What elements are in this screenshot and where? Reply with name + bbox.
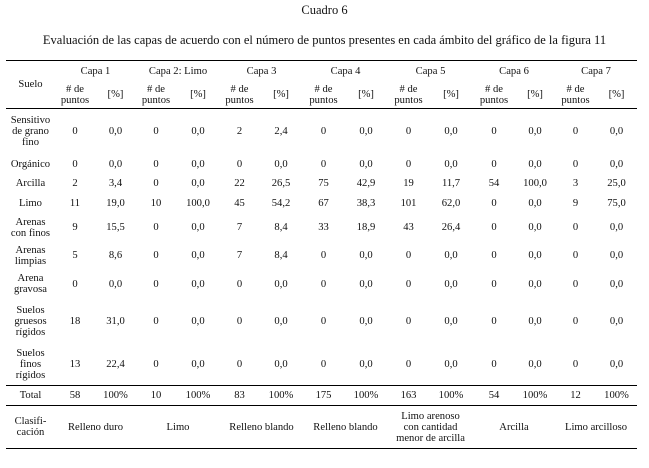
header-layer: Capa 3: [220, 61, 303, 82]
table-row: [6, 344, 637, 386]
cell-count: 0: [491, 358, 497, 370]
cell-count: 5: [72, 250, 78, 261]
header-count-line: # de: [314, 83, 333, 95]
cell-percent: 0,0: [359, 358, 373, 370]
cell-percent: 0,0: [609, 126, 624, 138]
cell-count: 0: [405, 250, 412, 261]
cell-count: 0: [405, 126, 412, 138]
header-count-line: # de: [66, 83, 84, 95]
header-count: [555, 81, 596, 109]
row-label-line: Limo: [19, 198, 42, 209]
table-row: [6, 242, 637, 270]
total-percent: 100%: [176, 386, 220, 406]
cell-percent: 26,4: [441, 222, 461, 233]
cell-percent: 0,0: [191, 278, 205, 290]
header-row-units: [6, 81, 637, 109]
cell-percent: 0,0: [444, 250, 458, 261]
cell-percent: 0,0: [528, 250, 542, 261]
classification-row: [6, 406, 637, 449]
cell-percent: 0,0: [274, 315, 288, 327]
row-label-line: Suelos: [16, 347, 45, 359]
row-label-line: finos: [19, 358, 42, 370]
cell-count: 0: [153, 126, 159, 138]
cell-percent: 0,0: [444, 126, 458, 138]
cell-count: 0: [72, 278, 78, 290]
cell-count: 43: [403, 222, 414, 233]
cell-count: 0: [153, 315, 159, 327]
row-label-line: Arenas: [15, 244, 46, 256]
header-count-line: # de: [230, 83, 249, 95]
classification-label: [6, 406, 55, 449]
row-label: [6, 214, 55, 242]
cell-count: 45: [234, 198, 245, 209]
cell-percent: 8,4: [274, 250, 288, 261]
header-layer: Capa 4: [303, 61, 388, 82]
cell-count: 9: [572, 198, 579, 209]
classification-value: [388, 406, 473, 449]
cell-percent: 0,0: [191, 178, 205, 189]
total-percent: 100%: [344, 386, 388, 406]
total-percent: 100%: [259, 386, 303, 406]
cell-percent: 0,0: [359, 158, 373, 170]
cell-percent: 0,0: [444, 158, 458, 170]
cell-percent: 15,5: [106, 222, 125, 233]
row-label-line: de grano: [12, 126, 49, 138]
cell-count: 54: [488, 178, 500, 189]
cell-percent: 25,0: [607, 178, 626, 189]
cell-count: 7: [236, 250, 243, 261]
header-layer: Capa 2: Limo: [136, 61, 220, 82]
cell-percent: 62,0: [441, 198, 461, 209]
cell-count: 10: [150, 198, 162, 209]
cell-count: 0: [572, 126, 579, 138]
row-label-line: fino: [21, 137, 40, 149]
cell-percent: 0,0: [191, 315, 205, 327]
header-row-layers: [6, 61, 637, 82]
cell-count: 3: [572, 178, 579, 189]
total-label: Total: [6, 386, 55, 406]
total-percent: 100%: [596, 386, 637, 406]
row-label-line: rígidos: [15, 369, 46, 381]
row-label: [6, 344, 55, 386]
classification-value-line: Relleno duro: [67, 421, 124, 433]
cell-percent: 3,4: [108, 178, 123, 189]
cell-count: 7: [236, 222, 243, 233]
classification-value-line: Limo arenoso: [401, 410, 460, 422]
cell-count: 67: [318, 198, 329, 209]
row-label-line: con finos: [10, 227, 51, 239]
header-count-line: # de: [147, 83, 165, 95]
header-pct: [%]: [515, 81, 555, 109]
cell-count: 0: [320, 158, 327, 170]
row-label-line: Sensitivo: [10, 115, 51, 127]
cell-count: 13: [69, 358, 81, 370]
cell-count: 0: [320, 315, 327, 327]
cell-count: 0: [153, 178, 159, 189]
cell-count: 9: [72, 222, 78, 233]
row-label-line: Suelos: [16, 304, 45, 316]
header-pct: [%]: [429, 81, 473, 109]
total-percent: 100%: [515, 386, 555, 406]
cell-count: 0: [72, 158, 78, 170]
header-count-line: puntos: [60, 94, 90, 106]
cell-percent: 31,0: [106, 315, 125, 327]
cell-percent: 0,0: [528, 126, 542, 138]
cell-percent: 0,0: [191, 126, 205, 138]
classification-value-line: menor de arcilla: [396, 432, 465, 444]
total-count: 83: [220, 386, 259, 406]
classification-value: [55, 406, 136, 449]
cell-count: 0: [405, 315, 412, 327]
total-row: [6, 386, 637, 406]
cell-percent: 0,0: [609, 315, 624, 327]
table-row: [6, 174, 637, 194]
total-percent: 100%: [95, 386, 136, 406]
header-count-line: puntos: [561, 94, 590, 106]
cell-count: 0: [236, 158, 243, 170]
cell-count: 18: [69, 315, 81, 327]
cell-count: 0: [320, 278, 327, 290]
header-pct: [%]: [95, 81, 136, 109]
cell-count: 0: [491, 278, 497, 290]
header-pct: [%]: [259, 81, 303, 109]
header-count-line: puntos: [309, 94, 338, 106]
header-count-line: puntos: [394, 94, 423, 106]
cell-percent: 19,0: [106, 198, 125, 209]
row-label: [6, 194, 55, 214]
cell-count: 0: [491, 158, 497, 170]
table-row: [6, 299, 637, 344]
table-caption: Cuadro 6: [301, 3, 348, 17]
classification-value-line: Limo arcilloso: [564, 421, 628, 433]
header-layer: Capa 6: [473, 61, 555, 82]
cell-count: 0: [320, 250, 327, 261]
cell-percent: 26,5: [271, 178, 291, 189]
header-count-line: puntos: [141, 94, 171, 106]
row-label-line: gravosa: [14, 284, 47, 295]
row-label-line: Orgánico: [10, 158, 51, 170]
cell-count: 101: [400, 198, 417, 209]
header-layer: Capa 7: [555, 61, 637, 82]
classification-value: [220, 406, 303, 449]
table-row: [6, 194, 637, 214]
cell-percent: 100,0: [523, 178, 547, 189]
cell-count: 0: [572, 278, 579, 290]
cell-count: 11: [69, 198, 81, 209]
total-count: 54: [473, 386, 515, 406]
cell-count: 0: [320, 126, 327, 138]
cell-count: 0: [236, 315, 243, 327]
cell-percent: 0,0: [274, 278, 288, 290]
cell-percent: 0,0: [108, 126, 123, 138]
cell-percent: 0,0: [609, 358, 624, 370]
cell-percent: 0,0: [528, 158, 542, 170]
classification-label-line: cación: [16, 427, 45, 438]
total-count: 58: [55, 386, 95, 406]
classification-value-line: Arcilla: [499, 421, 529, 433]
cell-percent: 0,0: [191, 222, 205, 233]
cell-percent: 100,0: [186, 198, 210, 209]
row-label: [6, 299, 55, 344]
cell-percent: 0,0: [108, 158, 123, 170]
cell-percent: 0,0: [528, 198, 542, 209]
cell-count: 0: [405, 358, 412, 370]
cell-count: 22: [234, 178, 245, 189]
header-count: [55, 81, 95, 109]
cell-percent: 0,0: [609, 158, 624, 170]
cell-count: 0: [153, 222, 159, 233]
row-label: [6, 242, 55, 270]
classification-value-line: Relleno blando: [313, 421, 378, 433]
row-label-line: Arena: [17, 273, 44, 284]
cell-count: 0: [236, 358, 243, 370]
cell-count: 0: [405, 158, 412, 170]
cell-percent: 18,9: [356, 222, 376, 233]
cell-percent: 0,0: [444, 315, 458, 327]
cell-count: 0: [236, 278, 243, 290]
cell-percent: 2,4: [274, 126, 288, 138]
cell-count: 0: [572, 158, 579, 170]
cell-count: 0: [153, 250, 159, 261]
cell-percent: 0,0: [191, 358, 205, 370]
cell-count: 0: [572, 358, 579, 370]
header-count: [388, 81, 429, 109]
cell-count: 0: [572, 315, 579, 327]
cell-percent: 0,0: [528, 358, 542, 370]
header-count-line: # de: [485, 83, 503, 95]
cell-count: 0: [491, 222, 497, 233]
total-count: 175: [303, 386, 344, 406]
cell-count: 0: [491, 126, 497, 138]
header-suelo: Suelo: [6, 61, 55, 109]
cell-percent: 8,4: [274, 222, 288, 233]
row-label: [6, 270, 55, 299]
cell-count: 0: [72, 126, 78, 138]
row-label-line: Arcilla: [15, 178, 46, 189]
cell-percent: 0,0: [528, 278, 542, 290]
table-row: [6, 214, 637, 242]
header-count: [220, 81, 259, 109]
cell-percent: 22,4: [106, 358, 125, 370]
cell-percent: 11,7: [441, 178, 461, 189]
cell-percent: 0,0: [359, 250, 373, 261]
header-count: [303, 81, 344, 109]
cell-percent: 0,0: [609, 278, 624, 290]
header-count-line: puntos: [479, 94, 509, 106]
row-label-line: gruesos: [14, 315, 47, 327]
header-count: [136, 81, 176, 109]
total-count: 10: [136, 386, 176, 406]
classification-label-line: Clasifi-: [14, 416, 47, 427]
cell-count: 19: [403, 178, 414, 189]
cell-count: 0: [491, 198, 497, 209]
classification-value-line: con cantidad: [403, 421, 458, 433]
row-label: [6, 174, 55, 194]
cell-percent: 0,0: [359, 315, 373, 327]
row-label-line: Arenas: [15, 216, 46, 228]
header-count-line: # de: [399, 83, 418, 95]
cell-count: 0: [153, 358, 159, 370]
table-row: [6, 155, 637, 174]
classification-value: [136, 406, 220, 449]
cell-percent: 0,0: [274, 158, 288, 170]
cell-count: 0: [153, 158, 159, 170]
classification-value-line: Relleno blando: [229, 421, 294, 433]
classification-value-line: Limo: [166, 421, 190, 433]
cell-percent: 0,0: [191, 250, 205, 261]
header-pct: [%]: [596, 81, 637, 109]
cell-count: 0: [405, 278, 412, 290]
cell-count: 0: [491, 250, 497, 261]
header-layer: Capa 5: [388, 61, 473, 82]
row-label-line: limpias: [14, 255, 47, 267]
table-title: Evaluación de las capas de acuerdo con el número de puntos presentes en cada ámbito del gráfico de la figura 11: [42, 33, 607, 47]
cell-count: 0: [491, 315, 497, 327]
cell-percent: 0,0: [528, 222, 542, 233]
classification-value: [473, 406, 555, 449]
table-row: [6, 270, 637, 299]
cell-count: 75: [318, 178, 329, 189]
row-label-line: rígidos: [15, 326, 46, 338]
cell-count: 2: [236, 126, 243, 138]
cell-percent: 0,0: [444, 358, 458, 370]
header-pct: [%]: [176, 81, 220, 109]
row-label: [6, 109, 55, 155]
cell-percent: 8,6: [108, 250, 123, 261]
header-pct: [%]: [344, 81, 388, 109]
cell-count: 0: [572, 250, 579, 261]
cell-percent: 0,0: [528, 315, 542, 327]
header-count-line: puntos: [225, 94, 254, 106]
header-count-line: # de: [566, 83, 585, 95]
header-count: [473, 81, 515, 109]
cell-percent: 0,0: [359, 278, 373, 290]
total-count: 12: [555, 386, 596, 406]
cell-count: 0: [153, 278, 159, 290]
cell-percent: 0,0: [191, 158, 205, 170]
cell-count: 2: [72, 178, 78, 189]
cell-count: 0: [572, 222, 579, 233]
cell-percent: 0,0: [609, 222, 624, 233]
cell-percent: 42,9: [356, 178, 376, 189]
cell-count: 0: [320, 358, 327, 370]
cell-percent: 0,0: [108, 278, 123, 290]
cell-percent: 54,2: [271, 198, 291, 209]
row-label: [6, 155, 55, 174]
classification-value: [303, 406, 388, 449]
classification-value: [555, 406, 637, 449]
cell-percent: 75,0: [607, 198, 626, 209]
cell-percent: 38,3: [356, 198, 376, 209]
cell-count: 33: [318, 222, 329, 233]
table-row: [6, 109, 637, 155]
total-count: 163: [388, 386, 429, 406]
evaluation-table: [6, 60, 637, 449]
cell-percent: 0,0: [359, 126, 373, 138]
header-layer: Capa 1: [55, 61, 136, 82]
cell-percent: 0,0: [609, 250, 624, 261]
cell-percent: 0,0: [444, 278, 458, 290]
total-percent: 100%: [429, 386, 473, 406]
cell-percent: 0,0: [274, 358, 288, 370]
